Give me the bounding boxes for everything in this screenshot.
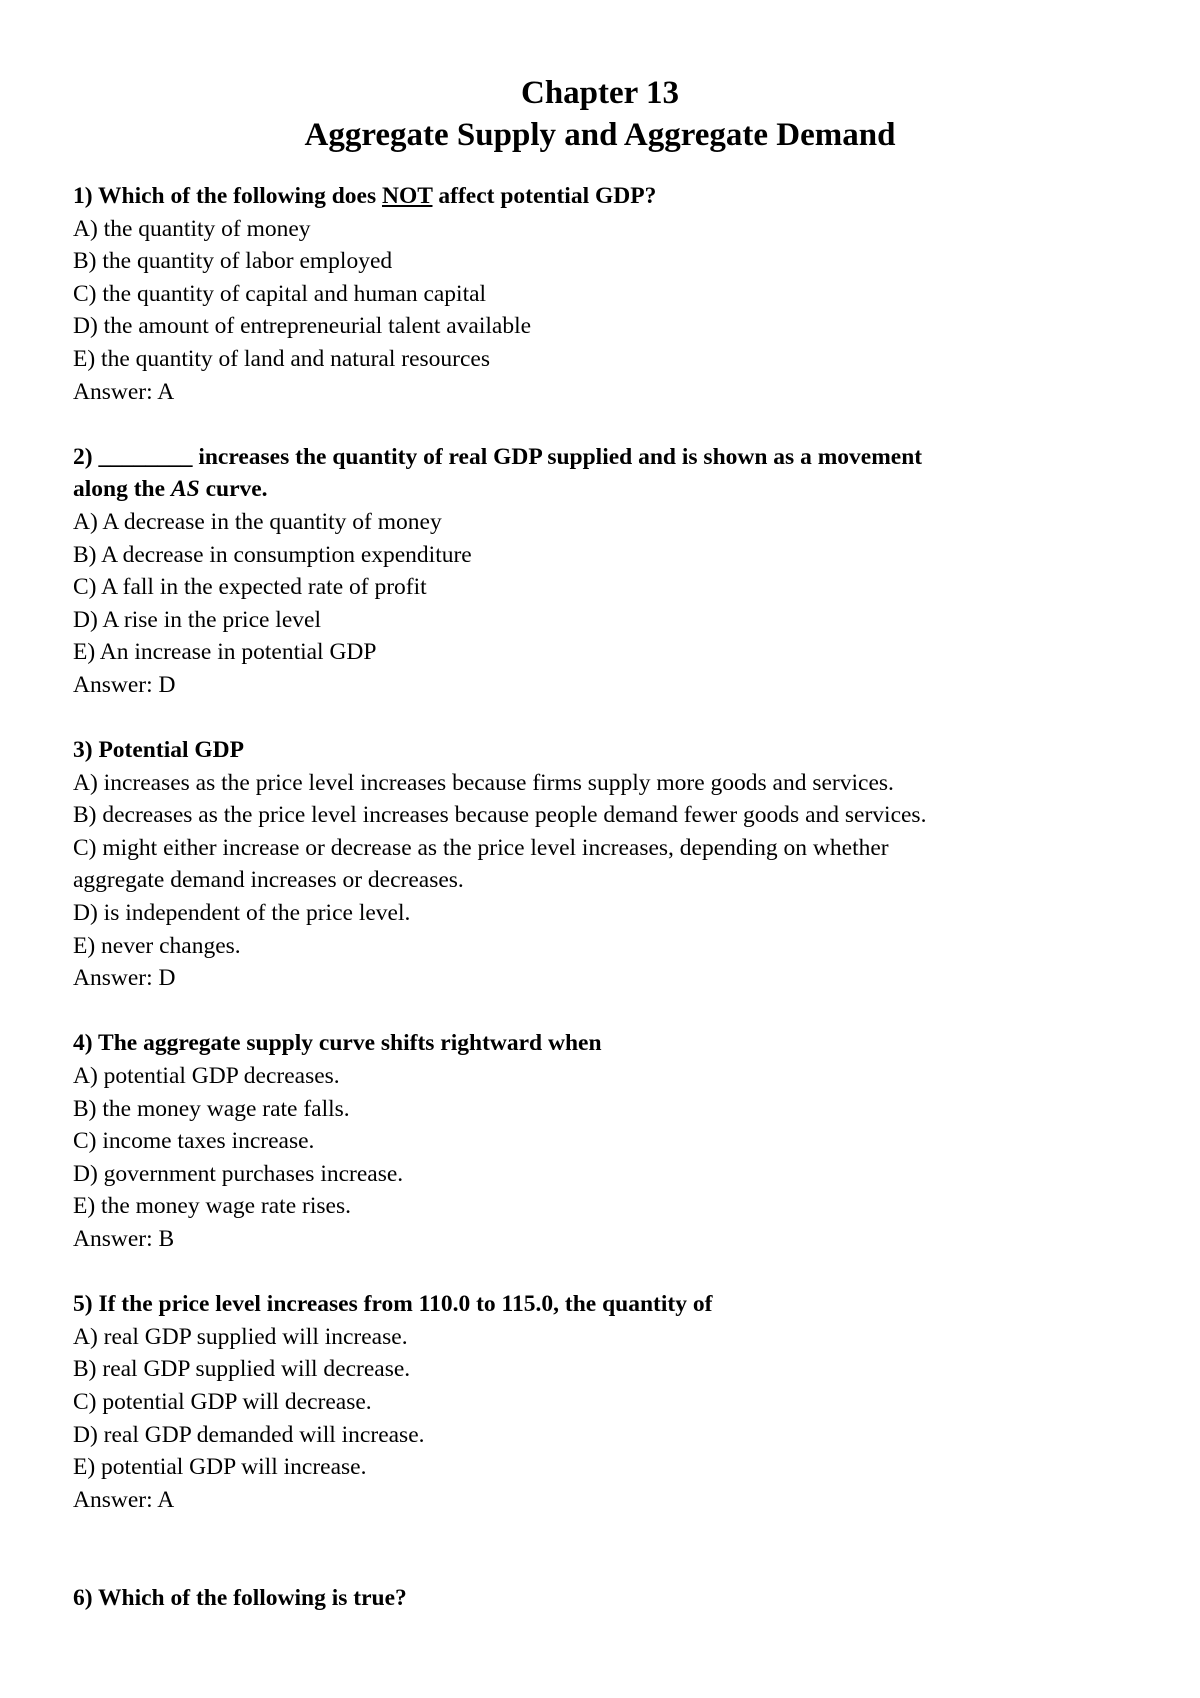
question-4 [73, 1027, 1163, 1255]
option-a: A) A decrease in the quantity of money [73, 508, 442, 535]
answer: Answer: D [73, 965, 176, 992]
question-5 [73, 1288, 1163, 1516]
question-stem: 4) The aggregate supply curve shifts rightward when [73, 1030, 602, 1057]
option-e: E) the quantity of land and natural resources [73, 345, 490, 372]
option-a: A) potential GDP decreases. [73, 1063, 340, 1090]
option-c: C) A fall in the expected rate of profit [73, 574, 427, 601]
option-d: D) government purchases increase. [73, 1160, 404, 1187]
option-a: A) real GDP supplied will increase. [73, 1323, 408, 1350]
italic-term: AS [170, 476, 200, 503]
question-3 [73, 734, 1163, 995]
option-b: B) real GDP supplied will decrease. [73, 1356, 411, 1383]
option-c: C) the quantity of capital and human capital [73, 280, 487, 307]
question-stem: 3) Potential GDP [73, 737, 244, 764]
answer: Answer: A [73, 378, 175, 405]
question-stem: 6) Which of the following is true? [73, 1584, 407, 1611]
question-stem: 2) ________ increases the quantity of real GDP supplied and is shown as a movement [73, 443, 923, 470]
option-c: C) potential GDP will decrease. [73, 1388, 372, 1415]
question-1 [73, 180, 1163, 408]
option-c: C) might either increase or decrease as the price level increases, depending on whether [73, 834, 889, 861]
underlined-word: NOT [382, 183, 433, 209]
question-stem: 1) Which of the following does NOT affect potential GDP? [73, 183, 657, 209]
option-b: B) A decrease in consumption expenditure [73, 541, 472, 568]
option-b: B) the quantity of labor employed [73, 248, 393, 275]
option-c-continued: aggregate demand increases or decreases. [73, 867, 464, 894]
chapter-title: Aggregate Supply and Aggregate Demand [304, 117, 896, 153]
question-list [73, 180, 1163, 1614]
option-c: C) income taxes increase. [73, 1128, 315, 1155]
spacer [73, 1516, 1163, 1581]
option-e: E) never changes. [73, 932, 241, 959]
option-e: E) the money wage rate rises. [73, 1193, 351, 1220]
question-stem: 5) If the price level increases from 110.0 to 115.0, the quantity of [73, 1291, 713, 1318]
option-d: D) A rise in the price level [73, 606, 321, 633]
answer: Answer: A [73, 1486, 175, 1513]
spacer [73, 702, 1163, 735]
document-header [0, 72, 1200, 156]
question-stem-continued: along the AS curve. [73, 476, 268, 503]
question-2 [73, 441, 1163, 702]
chapter-number: Chapter 13 [521, 75, 679, 111]
option-d: D) real GDP demanded will increase. [73, 1421, 425, 1448]
option-d: D) is independent of the price level. [73, 900, 411, 927]
option-a: A) increases as the price level increases because firms supply more goods and services. [73, 769, 894, 796]
spacer [73, 408, 1163, 441]
option-a: A) the quantity of money [73, 215, 311, 242]
option-d: D) the amount of entrepreneurial talent available [73, 313, 532, 340]
option-e: E) potential GDP will increase. [73, 1454, 367, 1481]
option-b: B) the money wage rate falls. [73, 1095, 350, 1122]
spacer [73, 995, 1163, 1028]
option-b: B) decreases as the price level increases because people demand fewer goods and services. [73, 802, 927, 829]
answer: Answer: B [73, 1226, 175, 1252]
answer: Answer: D [73, 671, 176, 698]
question-6 [73, 1582, 1163, 1615]
option-e: E) An increase in potential GDP [73, 639, 377, 666]
spacer [73, 1256, 1163, 1289]
